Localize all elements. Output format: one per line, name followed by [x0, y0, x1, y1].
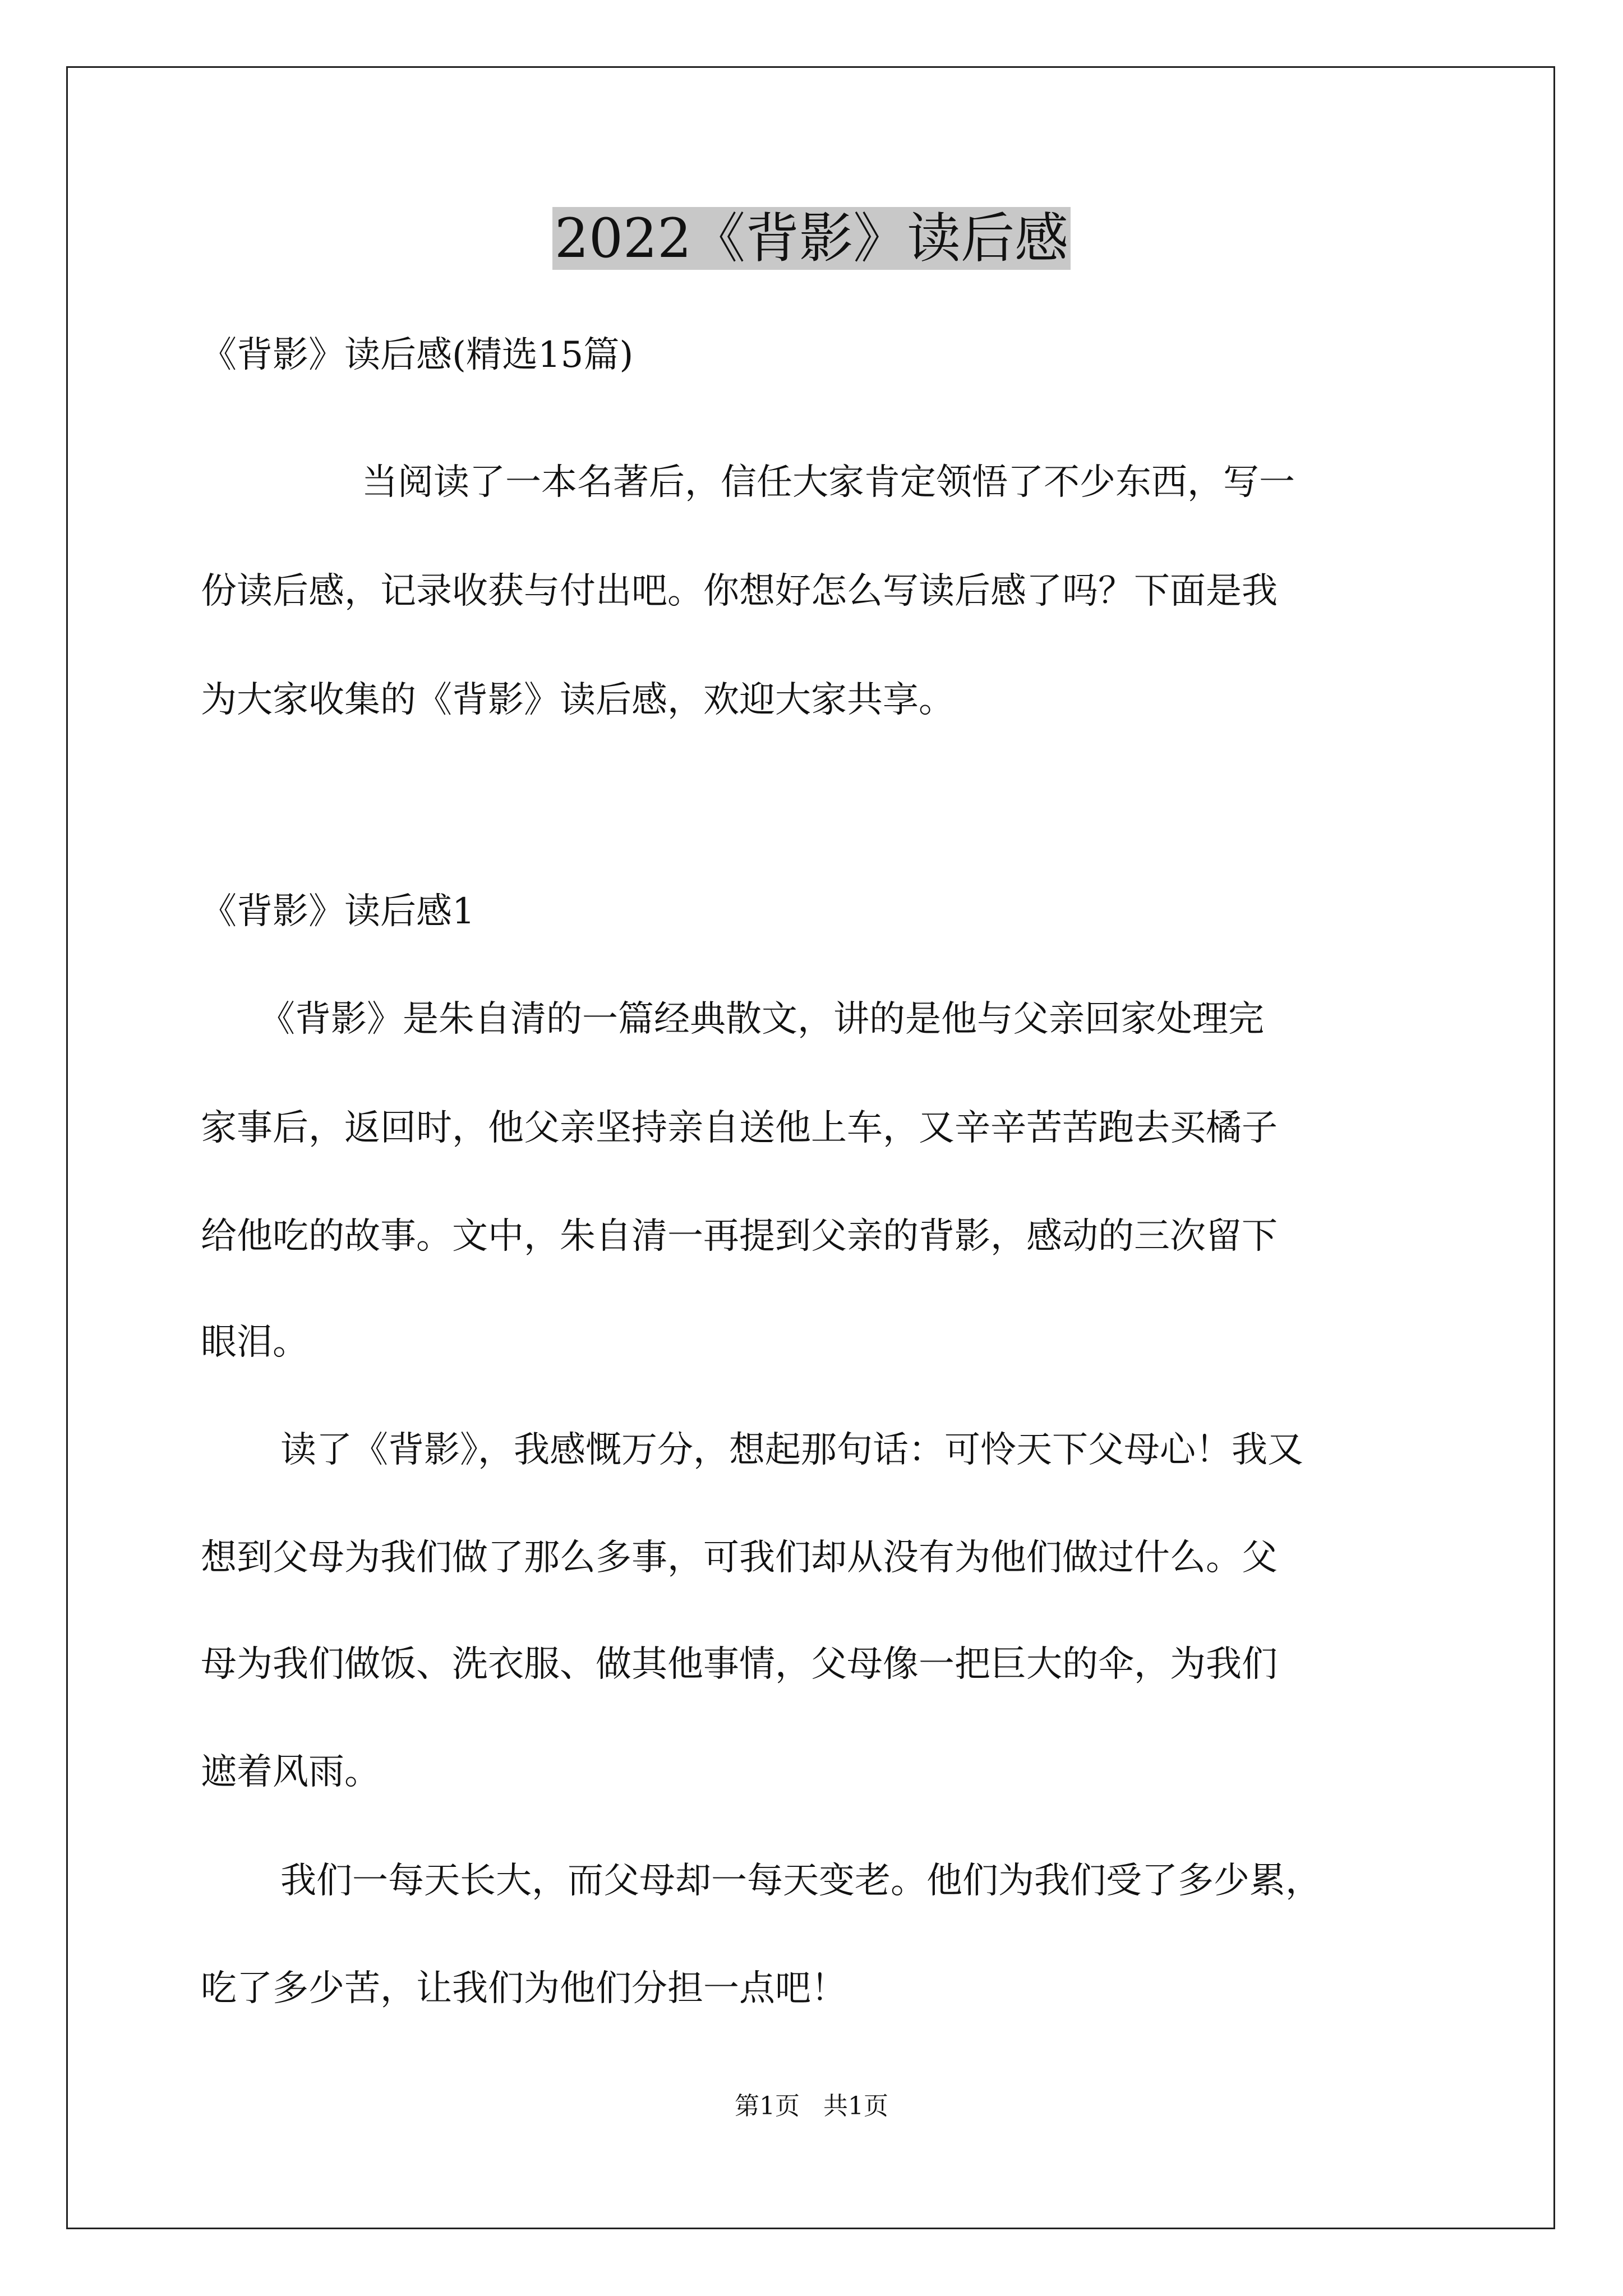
paragraph-line: 吃了多少苦，让我们为他们分担一点吧！ [201, 1968, 847, 2009]
intro-line: 为大家收集的《背影》读后感，欢迎大家共享。 [201, 679, 955, 721]
paragraph-line: 家事后，返回时，他父亲坚持亲自送他上车，又辛辛苦苦跑去买橘子 [201, 1107, 1278, 1149]
paragraph-line: 眼泪。 [201, 1322, 308, 1363]
paragraph-line: 母为我们做饭、洗衣服、做其他事情，父母像一把巨大的伞，为我们 [201, 1644, 1278, 1685]
paragraph-line: 遮着风雨。 [201, 1751, 380, 1793]
intro-line: 份读后感，记录收获与付出吧。你想好怎么写读后感了吗？下面是我 [201, 570, 1278, 612]
page-number: 第1页 共1页 [735, 2092, 888, 2120]
section-heading: 《背影》读后感1 [201, 891, 475, 932]
paragraph-line: 给他吃的故事。文中，朱自清一再提到父亲的背影，感动的三次留下 [201, 1216, 1278, 1257]
paragraph-line: 我们一每天长大，而父母却一每天变老。他们为我们受了多少累， [280, 1860, 1321, 1902]
paragraph-line: 《背影》是朱自清的一篇经典散文，讲的是他与父亲回家处理完 [259, 999, 1264, 1040]
document-title: 2022《背影》读后感 [0, 199, 1623, 278]
paragraph-line: 读了《背影》，我感慨万分，想起那句话：可怜天下父母心！我又 [280, 1429, 1303, 1471]
intro-line: 当阅读了一本名著后，信任大家肯定领悟了不少东西，写一 [362, 462, 1295, 503]
document-subtitle: 《背影》读后感(精选15篇) [201, 334, 634, 376]
paragraph-line: 想到父母为我们做了那么多事，可我们却从没有为他们做过什么。父 [201, 1537, 1278, 1579]
